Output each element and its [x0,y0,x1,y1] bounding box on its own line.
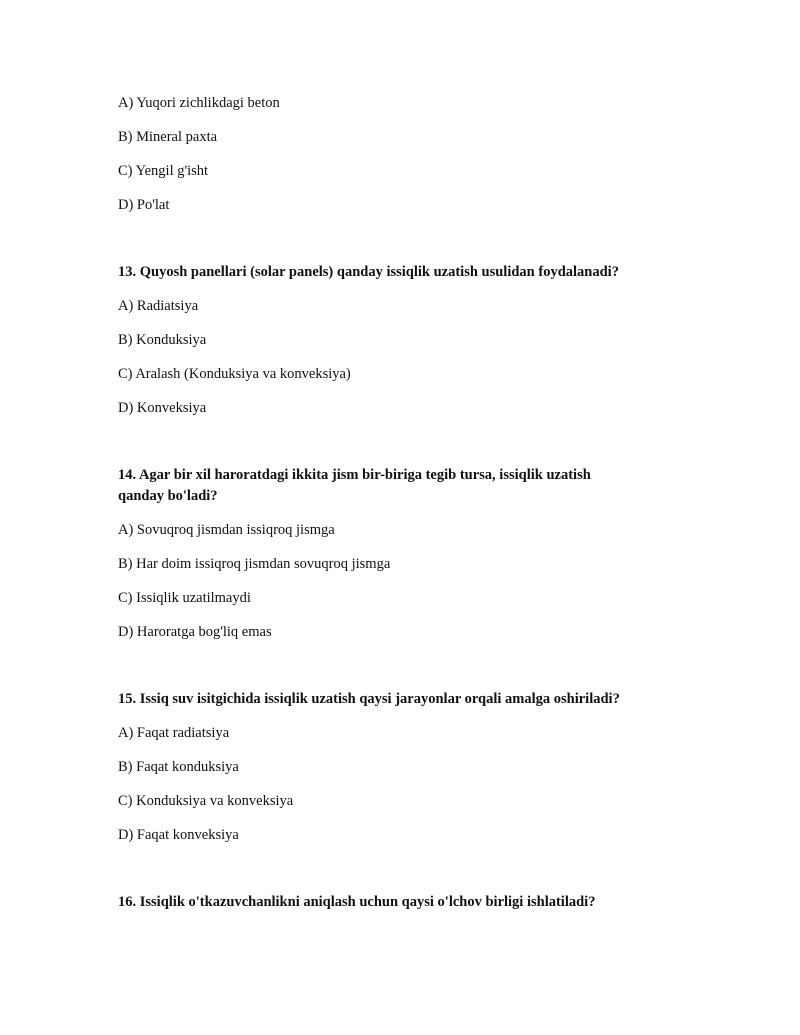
option-a: A) Faqat radiatsiya [118,725,230,741]
option-c: C) Konduksiya va konveksiya [118,793,294,809]
option-b: B) Har doim issiqroq jismdan sovuqroq jismga [118,556,391,572]
option-c: C) Issiqlik uzatilmaydi [118,590,251,606]
option-b: B) Konduksiya [118,332,207,348]
option-c: C) Aralash (Konduksiya va konveksiya) [118,366,351,382]
option-b: B) Mineral paxta [118,129,218,145]
option-d: D) Konveksiya [118,400,207,416]
question-14-line-2: qanday bo'ladi? [118,488,218,504]
option-a: A) Sovuqroq jismdan issiqroq jismga [118,522,335,538]
option-d: D) Faqat konveksiya [118,827,239,843]
question-14-line-1: 14. Agar bir xil haroratdagi ikkita jism bir-biriga tegib tursa, issiqlik uzatish [118,467,591,483]
option-d: D) Po'lat [118,197,170,213]
option-c: C) Yengil g'isht [118,163,209,179]
option-d: D) Haroratga bog'liq emas [118,624,272,640]
option-a: A) Yuqori zichlikdagi beton [118,95,280,111]
option-b: B) Faqat konduksiya [118,759,239,775]
question-15: 15. Issiq suv isitgichida issiqlik uzatish qaysi jarayonlar orqali amalga oshiriladi? [118,691,620,707]
option-a: A) Radiatsiya [118,298,199,314]
question-13: 13. Quyosh panellari (solar panels) qanday issiqlik uzatish usulidan foydalanadi? [118,264,619,280]
question-16: 16. Issiqlik o'tkazuvchanlikni aniqlash uchun qaysi o'lchov birligi ishlatiladi? [118,894,596,910]
